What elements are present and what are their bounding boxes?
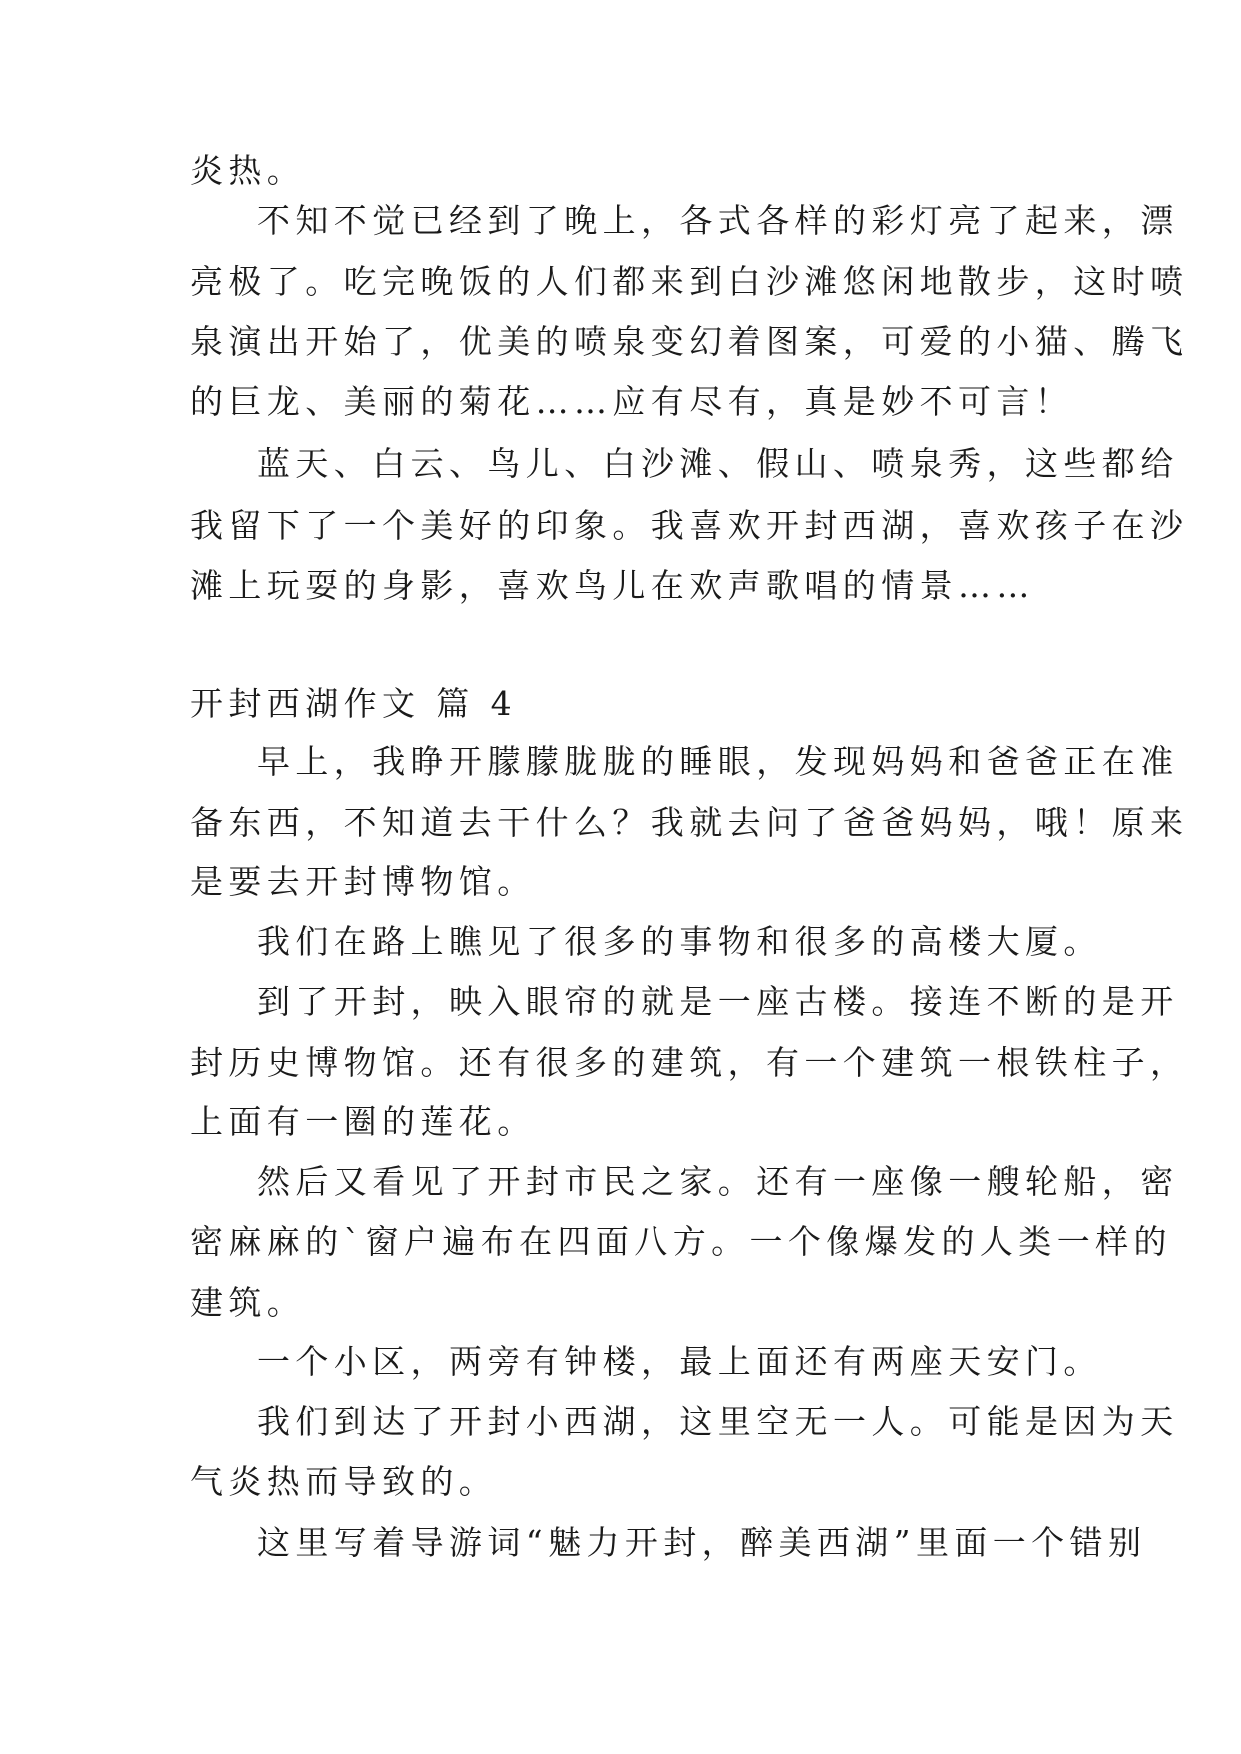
text-line: 然后又看见了开封市民之家。还有一座像一艘轮船，密 [257,1162,1179,1201]
text-line: 建筑。 [190,1283,306,1322]
text-line: 我留下了一个美好的印象。我喜欢开封西湖，喜欢孩子在沙 [190,506,1189,545]
text-line: 备东西，不知道去干什么？我就去问了爸爸妈妈，哦！原来 [190,803,1189,842]
text-line: 一个小区，两旁有钟楼，最上面还有两座天安门。 [257,1342,1102,1381]
text-line: 我们到达了开封小西湖，这里空无一人。可能是因为天 [257,1402,1179,1441]
text-line: 封历史博物馆。还有很多的建筑，有一个建筑一根铁柱子， [190,1043,1189,1082]
text-line: 气炎热而导致的。 [190,1462,498,1501]
text-line: 到了开封，映入眼帘的就是一座古楼。接连不断的是开 [257,982,1179,1021]
section-heading: 开封西湖作文 篇 4 [190,684,517,723]
text-line: 密麻麻的`窗户遍布在四面八方。一个像爆发的人类一样的 [190,1222,1172,1261]
text-line: 蓝天、白云、鸟儿、白沙滩、假山、喷泉秀，这些都给 [257,444,1179,483]
text-line: 这里写着导游词“魅力开封，醉美西湖”里面一个错别 [257,1523,1147,1562]
text-line: 炎热。 [190,151,306,190]
text-line: 亮极了。吃完晚饭的人们都来到白沙滩悠闲地散步，这时喷 [190,262,1189,301]
text-line: 我们在路上瞧见了很多的事物和很多的高楼大厦。 [257,922,1102,961]
text-line: 上面有一圈的莲花。 [190,1102,536,1141]
text-line: 滩上玩耍的身影，喜欢鸟儿在欢声歌唱的情景…… [190,566,1035,605]
text-line: 的巨龙、美丽的菊花……应有尽有，真是妙不可言！ [190,382,1074,421]
text-line: 泉演出开始了，优美的喷泉变幻着图案，可爱的小猫、腾飞 [190,322,1189,361]
text-line: 早上，我睁开朦朦胧胧的睡眼，发现妈妈和爸爸正在准 [257,742,1179,781]
text-line: 不知不觉已经到了晚上，各式各样的彩灯亮了起来，漂 [257,201,1179,240]
text-line: 是要去开封博物馆。 [190,862,536,901]
